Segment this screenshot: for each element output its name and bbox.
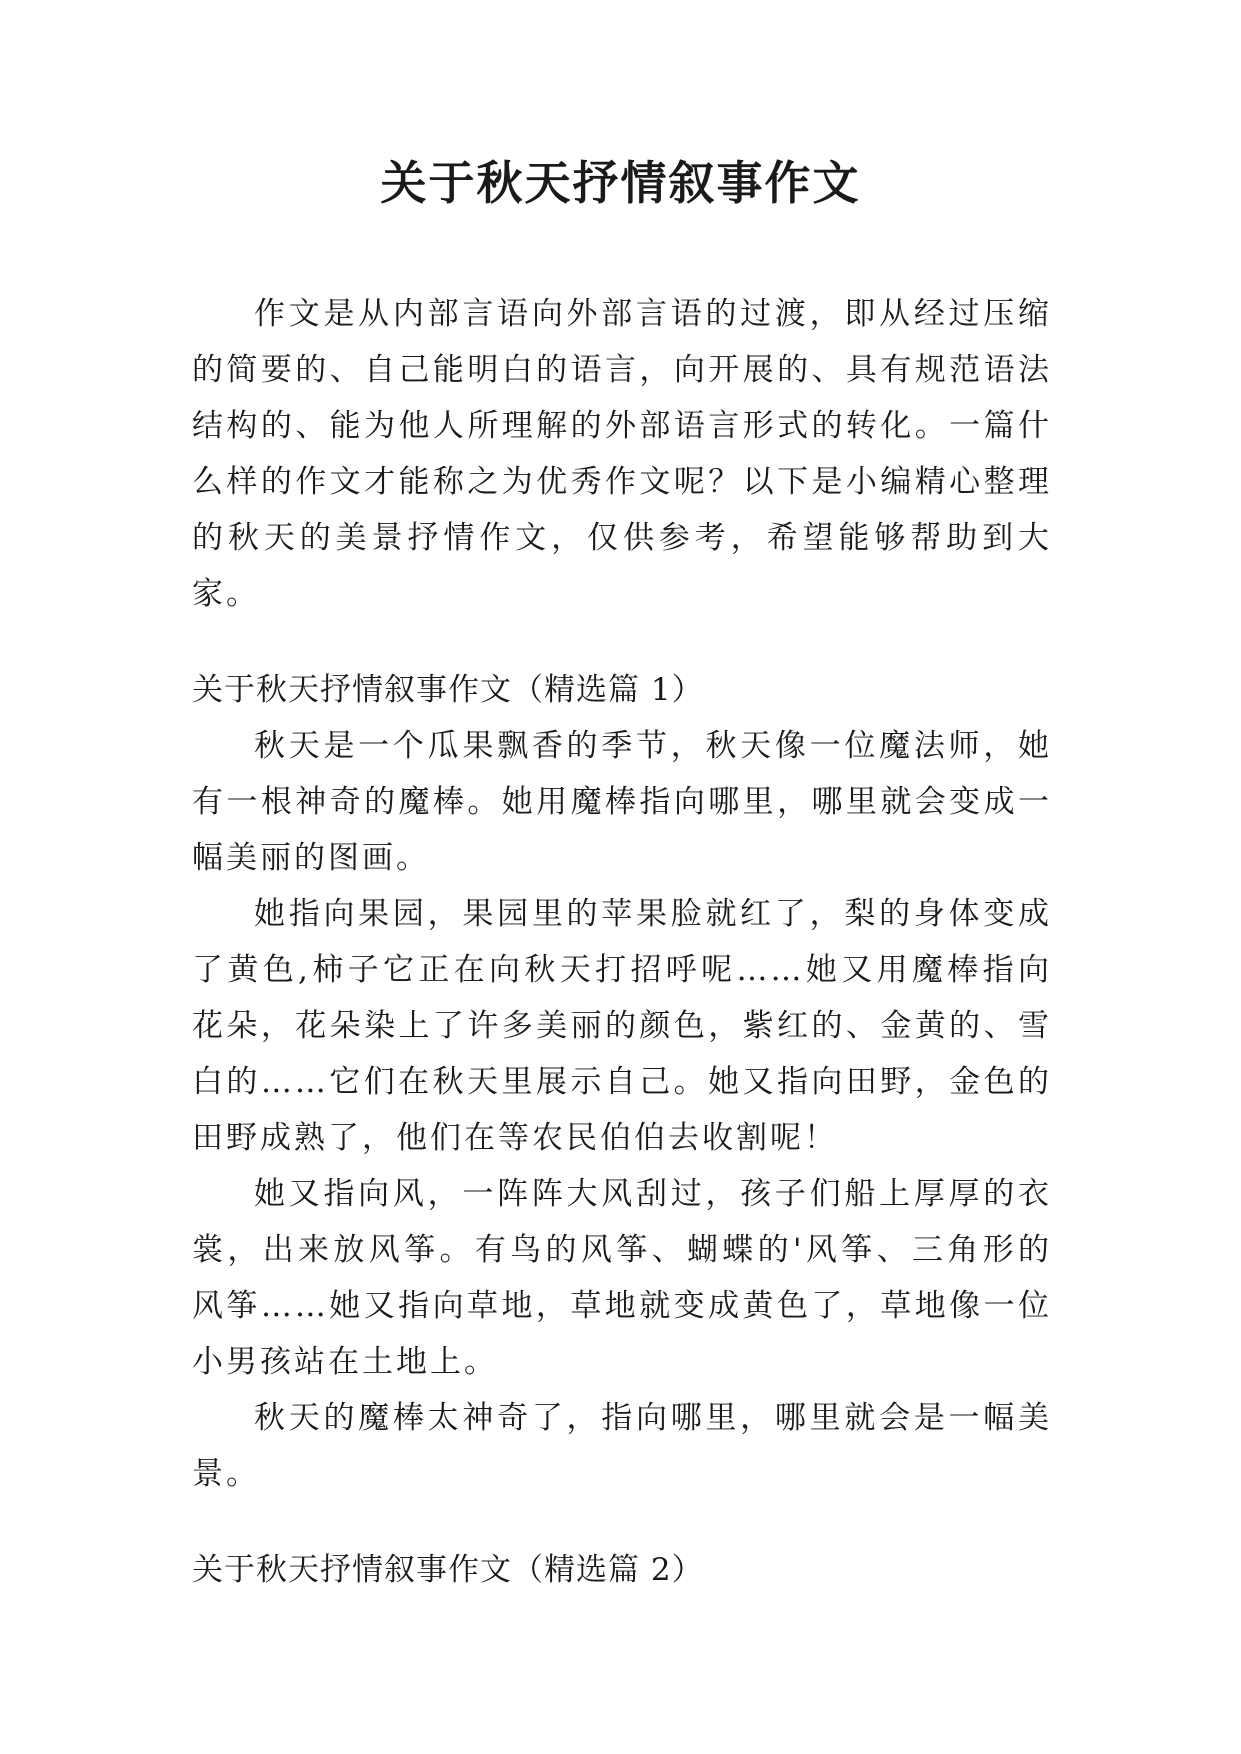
section-1-heading: 关于秋天抒情叙事作文（精选篇 1） — [192, 672, 704, 708]
section-1-paragraph-2: 她指向果园，果园里的苹果脸就红了，梨的身体变成了黄色,柿子它正在向秋天打招呼呢……她又用魔棒指向花朵，花朵染上了许多美丽的颜色，紫红的、金黄的、雪白的……它们在秋天里展示自己。她又指向田野，金色的田野成熟了，他们在等农民伯伯去收割呢！ — [192, 896, 1052, 1156]
document-title: 关于秋天抒情叙事作文 — [380, 156, 861, 210]
section-1-paragraph-3: 她又指向风，一阵阵大风刮过，孩子们船上厚厚的衣裳，出来放风筝。有鸟的风筝、蝴蝶的'风筝、三角形的风筝……她又指向草地，草地就变成黄色了，草地像一位小男孩站在土地上。 — [192, 1176, 1052, 1380]
section-1-paragraph-4: 秋天的魔棒太神奇了，指向哪里，哪里就会是一幅美景。 — [192, 1400, 1052, 1492]
intro-paragraph: 作文是从内部言语向外部言语的过渡，即从经过压缩的简要的、自己能明白的语言，向开展的、具有规范语法结构的、能为他人所理解的外部语言形式的转化。一篇什么样的作文才能称之为优秀作文呢？以下是小编精心整理的秋天的美景抒情作文，仅供参考，希望能够帮助到大家。 — [192, 296, 1052, 612]
document-body — [192, 286, 1052, 1598]
section-1-paragraph-1: 秋天是一个瓜果飘香的季节，秋天像一位魔法师，她有一根神奇的魔棒。她用魔棒指向哪里，哪里就会变成一幅美丽的图画。 — [192, 728, 1052, 876]
section-2-heading: 关于秋天抒情叙事作文（精选篇 2） — [192, 1552, 704, 1588]
